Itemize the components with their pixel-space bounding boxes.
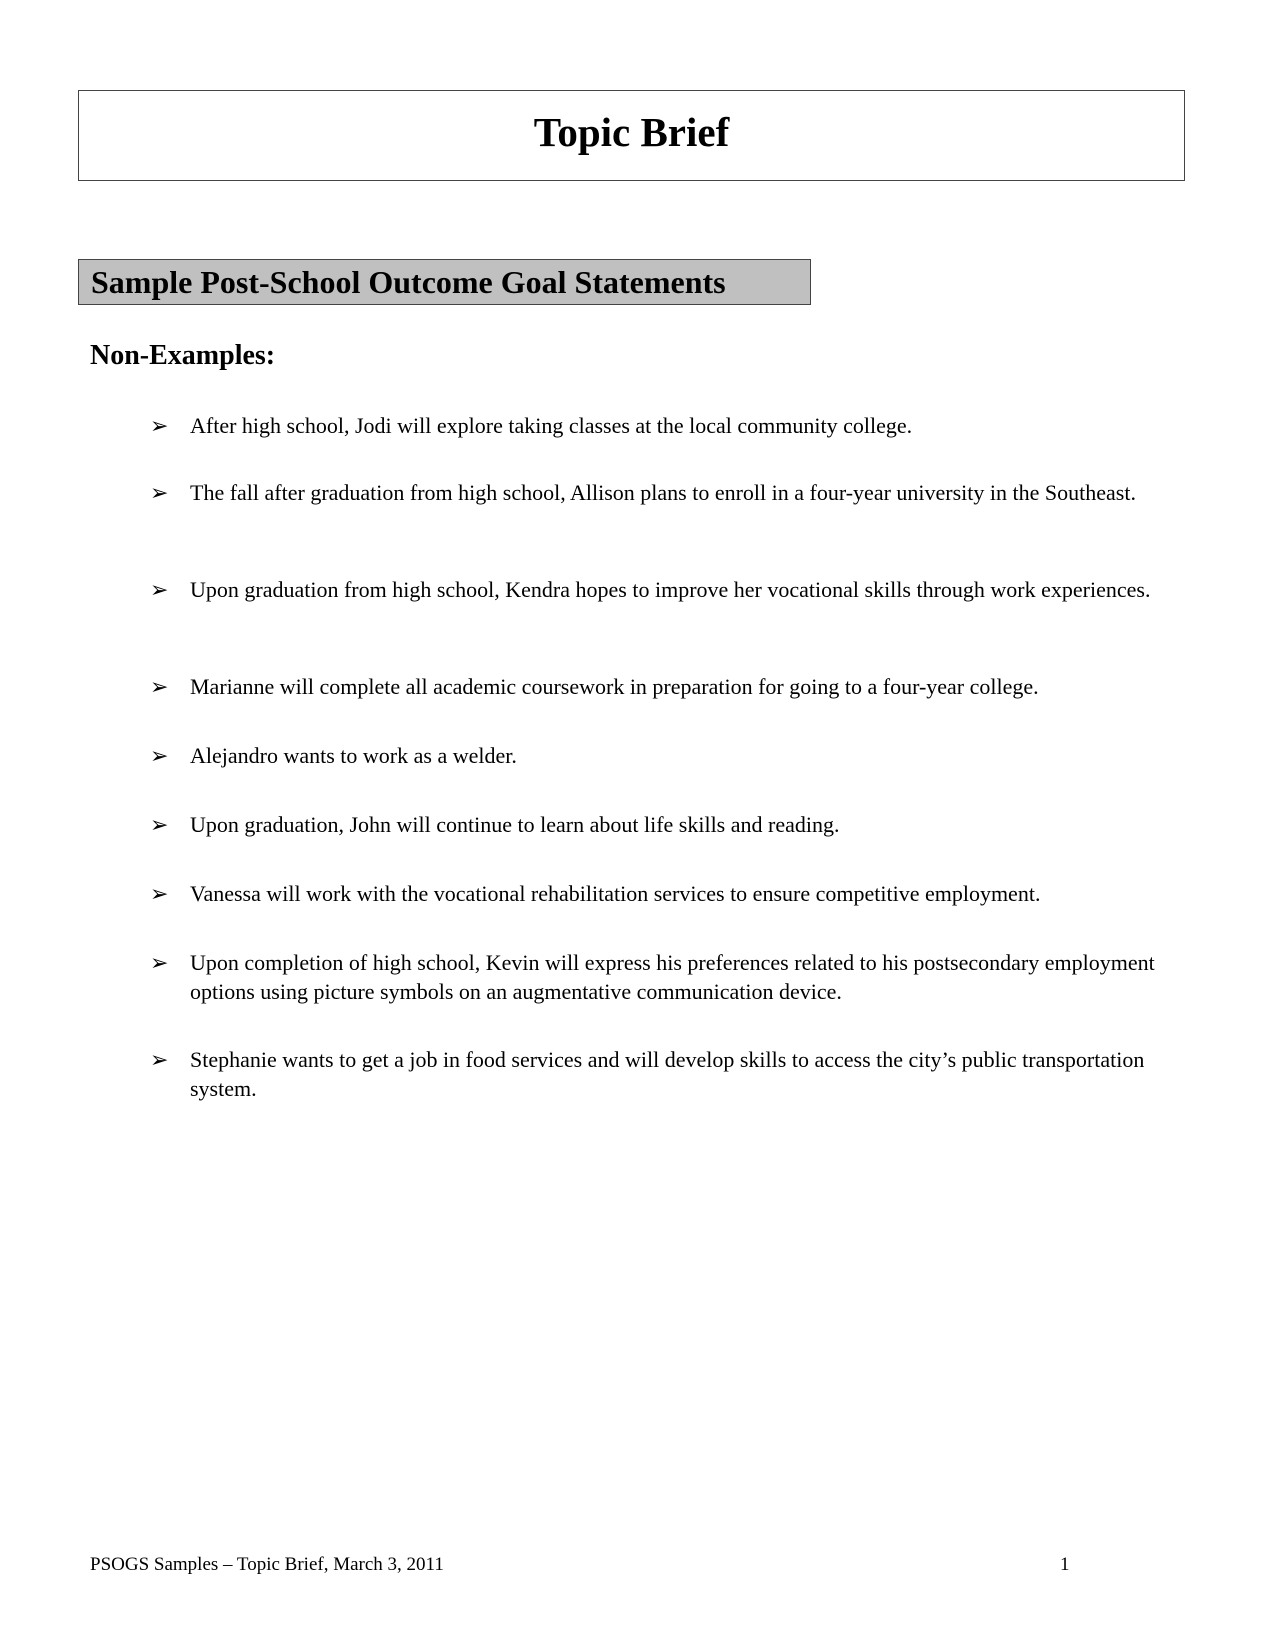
list-item	[150, 478, 1190, 507]
arrowhead-bullet-icon: ➢	[150, 812, 169, 837]
list-item-text: Stephanie wants to get a job in food services and will develop skills to access the city’s public transportation system.	[190, 1047, 1145, 1101]
list-item	[150, 672, 1190, 701]
list-item	[150, 810, 1190, 839]
arrowhead-bullet-icon: ➢	[150, 577, 169, 602]
arrowhead-bullet-icon: ➢	[150, 1047, 169, 1072]
list-item	[150, 741, 1190, 770]
list-item-text: Upon graduation, John will continue to learn about life skills and reading.	[190, 812, 840, 837]
list-item-text: Upon graduation from high school, Kendra hopes to improve her vocational skills through work experiences.	[190, 577, 1151, 602]
page-number: 1	[1060, 1554, 1070, 1575]
list-item	[150, 1045, 1190, 1103]
section-heading-box	[78, 259, 811, 305]
arrowhead-bullet-icon: ➢	[150, 413, 169, 438]
page-title: Topic Brief	[533, 108, 730, 155]
arrowhead-bullet-icon: ➢	[150, 480, 169, 505]
list-item-text: Alejandro wants to work as a welder.	[190, 743, 517, 768]
list-item	[150, 948, 1190, 1006]
list-item-text: Vanessa will work with the vocational rehabilitation services to ensure competitive employment.	[190, 881, 1041, 906]
section-title: Sample Post-School Outcome Goal Statements	[91, 263, 726, 300]
list-item-text: The fall after graduation from high school, Allison plans to enroll in a four-year university in the Southeast.	[190, 480, 1136, 505]
title-box	[78, 90, 1185, 181]
arrowhead-bullet-icon: ➢	[150, 674, 169, 699]
arrowhead-bullet-icon: ➢	[150, 950, 169, 975]
list-item	[150, 575, 1190, 604]
arrowhead-bullet-icon: ➢	[150, 743, 169, 768]
footer-text: PSOGS Samples – Topic Brief, March 3, 2011	[90, 1554, 444, 1575]
list-item-text: Upon completion of high school, Kevin will express his preferences related to his postsecondary employment options using picture symbols on an augmentative communication device.	[190, 950, 1155, 1004]
list-item	[150, 879, 1190, 908]
list-item-text: After high school, Jodi will explore taking classes at the local community college.	[190, 413, 913, 438]
subheading-non-examples: Non-Examples:	[90, 340, 276, 371]
list-item	[150, 411, 1190, 440]
arrowhead-bullet-icon: ➢	[150, 881, 169, 906]
list-item-text: Marianne will complete all academic coursework in preparation for going to a four-year college.	[190, 674, 1039, 699]
